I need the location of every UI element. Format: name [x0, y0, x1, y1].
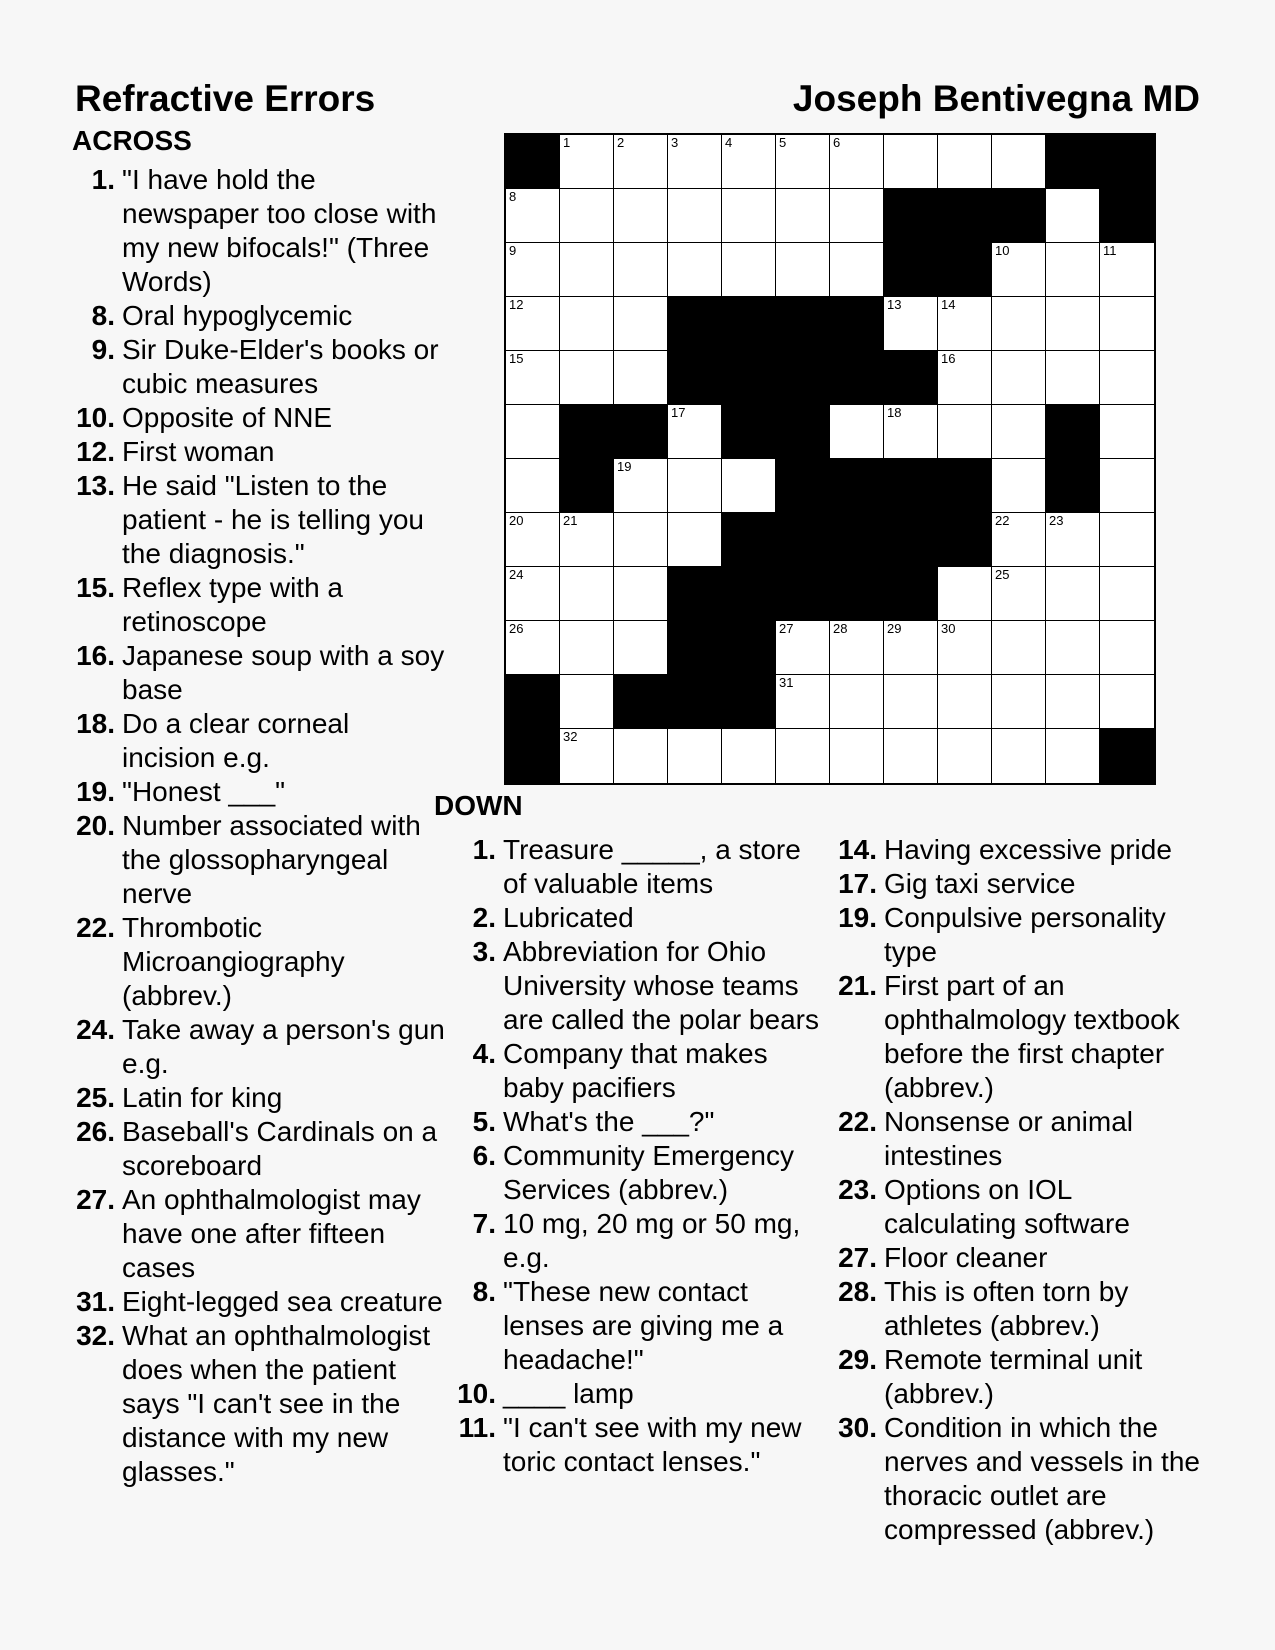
grid-cell[interactable] [506, 621, 560, 675]
grid-cell[interactable] [560, 297, 614, 351]
cell-number: 10 [995, 243, 1010, 258]
clue-text: What's the ___?" [503, 1106, 715, 1137]
grid-block [884, 459, 938, 513]
grid-block [938, 189, 992, 243]
grid-cell[interactable] [506, 243, 560, 297]
clue-number: 9. [91, 334, 115, 365]
grid-block [1100, 135, 1154, 189]
clue-number: 27. [76, 1184, 115, 1215]
grid-block [1046, 459, 1100, 513]
down-clue [456, 1037, 826, 1105]
clue-number: 1. [91, 164, 115, 195]
cell-number: 7 [1049, 135, 1057, 150]
grid-cell[interactable] [1100, 675, 1154, 729]
across-clue [75, 1115, 445, 1183]
across-clue [75, 1285, 445, 1319]
grid-cell[interactable] [830, 243, 884, 297]
grid-block [506, 135, 560, 189]
clue-text: Eight-legged sea creature [122, 1286, 443, 1317]
across-clue [75, 299, 445, 333]
clue-number: 29. [838, 1344, 877, 1375]
across-clue [75, 469, 445, 571]
across-clue [75, 1319, 445, 1489]
across-heading: ACROSS [72, 125, 192, 156]
down-clue [456, 1377, 826, 1411]
grid-block [884, 567, 938, 621]
grid-cell[interactable] [938, 729, 992, 783]
grid-block [992, 189, 1046, 243]
grid-block [614, 675, 668, 729]
grid-cell[interactable] [668, 405, 722, 459]
grid-cell[interactable] [830, 675, 884, 729]
grid-cell[interactable] [938, 675, 992, 729]
clue-number: 22. [76, 912, 115, 943]
down-clue [837, 1343, 1207, 1411]
clue-text: Number associated with the glossopharyngeal nerve [122, 810, 421, 909]
clue-text: Take away a person's gun e.g. [122, 1014, 445, 1079]
clue-number: 16. [76, 640, 115, 671]
grid-cell[interactable] [992, 675, 1046, 729]
grid-block [776, 459, 830, 513]
across-clue [75, 571, 445, 639]
cell-number: 20 [509, 513, 524, 528]
grid-cell[interactable] [506, 513, 560, 567]
clue-number: 14. [838, 834, 877, 865]
clue-text: First part of an ophthalmology textbook before the first chapter (abbrev.) [884, 970, 1180, 1103]
cell-number: 16 [941, 351, 956, 366]
grid-block [830, 459, 884, 513]
grid-cell[interactable] [1100, 243, 1154, 297]
grid-block [776, 297, 830, 351]
cell-number: 12 [509, 297, 524, 312]
clue-text: An ophthalmologist may have one after fifteen cases [122, 1184, 421, 1283]
across-clue [75, 639, 445, 707]
grid-cell[interactable] [1100, 621, 1154, 675]
across-clue [75, 775, 445, 809]
clue-text: Abbreviation for Ohio University whose teams are called the polar bears [503, 936, 819, 1035]
cell-number: 11 [1103, 243, 1117, 258]
grid-block [722, 351, 776, 405]
grid-cell[interactable] [506, 405, 560, 459]
grid-block [668, 297, 722, 351]
grid-cell[interactable] [1046, 567, 1100, 621]
grid-cell[interactable] [668, 135, 722, 189]
grid-cell[interactable] [560, 189, 614, 243]
down-clue [837, 1411, 1207, 1547]
grid-cell[interactable] [614, 621, 668, 675]
clue-number: 25. [76, 1082, 115, 1113]
grid-block [884, 189, 938, 243]
grid-cell[interactable] [668, 189, 722, 243]
down-clue [456, 901, 826, 935]
cell-number: 4 [725, 135, 733, 150]
clue-text: Lubricated [503, 902, 634, 933]
grid-block [560, 405, 614, 459]
down-clue [837, 1105, 1207, 1173]
clue-text: Do a clear corneal incision e.g. [122, 708, 350, 773]
grid-cell[interactable] [560, 567, 614, 621]
clue-text: Opposite of NNE [122, 402, 333, 433]
grid-block [776, 405, 830, 459]
grid-block [776, 513, 830, 567]
grid-block [506, 675, 560, 729]
clue-number: 12. [76, 436, 115, 467]
clue-number: 26. [76, 1116, 115, 1147]
cell-number: 19 [617, 459, 632, 474]
clue-text: Remote terminal unit (abbrev.) [884, 1344, 1143, 1409]
grid-cell[interactable] [614, 243, 668, 297]
grid-block [884, 513, 938, 567]
grid-cell[interactable] [992, 459, 1046, 513]
clue-text: "These new contact lenses are giving me a headache!" [503, 1276, 784, 1375]
grid-cell[interactable] [992, 567, 1046, 621]
across-clue-list [75, 163, 445, 1489]
clue-number: 28. [838, 1276, 877, 1307]
clue-number: 22. [838, 1106, 877, 1137]
grid-block [1100, 729, 1154, 783]
clue-number: 8. [91, 300, 115, 331]
grid-block [668, 675, 722, 729]
down-clue-list-1 [456, 833, 826, 1479]
grid-block [668, 567, 722, 621]
grid-cell[interactable] [506, 297, 560, 351]
clue-text: Condition in which the nerves and vessels in the thoracic outlet are compressed (abbrev.) [884, 1412, 1200, 1545]
cell-number: 1 [563, 135, 571, 150]
clue-number: 13. [76, 470, 115, 501]
grid-cell[interactable] [992, 729, 1046, 783]
grid-cell[interactable] [614, 135, 668, 189]
clue-number: 18. [76, 708, 115, 739]
grid-cell[interactable] [938, 621, 992, 675]
grid-cell[interactable] [884, 621, 938, 675]
clue-number: 8. [472, 1276, 496, 1307]
down-clue [456, 935, 826, 1037]
clue-number: 17. [838, 868, 877, 899]
across-clue [75, 333, 445, 401]
grid-cell[interactable] [614, 513, 668, 567]
clue-text: Company that makes baby pacifiers [503, 1038, 768, 1103]
grid-block [668, 351, 722, 405]
grid-cell[interactable] [560, 729, 614, 783]
grid-block [722, 405, 776, 459]
grid-cell[interactable] [992, 513, 1046, 567]
grid-cell[interactable] [938, 567, 992, 621]
cell-number: 32 [563, 729, 578, 744]
grid-cell[interactable] [614, 297, 668, 351]
grid-cell[interactable] [992, 351, 1046, 405]
grid-cell[interactable] [938, 135, 992, 189]
cell-number: 23 [1049, 513, 1064, 528]
across-clue [75, 435, 445, 469]
grid-cell[interactable] [1046, 351, 1100, 405]
clue-number: 32. [76, 1320, 115, 1351]
down-clue [456, 1275, 826, 1377]
grid-cell[interactable] [830, 729, 884, 783]
cell-number: 14 [941, 297, 956, 312]
clue-number: 10. [457, 1378, 496, 1409]
down-clue [837, 1241, 1207, 1275]
grid-cell[interactable] [614, 459, 668, 513]
across-clue [75, 1013, 445, 1081]
cell-number: 30 [941, 621, 956, 636]
grid-block [1046, 135, 1100, 189]
clue-text: Latin for king [122, 1082, 283, 1113]
grid-cell[interactable] [1100, 459, 1154, 513]
grid-block [776, 351, 830, 405]
clue-text: Having excessive pride [884, 834, 1172, 865]
grid-cell[interactable] [1046, 675, 1100, 729]
grid-cell[interactable] [830, 405, 884, 459]
cell-number: 31 [779, 675, 794, 690]
grid-cell[interactable] [776, 243, 830, 297]
grid-cell[interactable] [992, 135, 1046, 189]
clue-text: Conpulsive personality type [884, 902, 1166, 967]
grid-cell[interactable] [560, 351, 614, 405]
grid-cell[interactable] [668, 513, 722, 567]
down-clue [837, 867, 1207, 901]
cell-number: 6 [833, 135, 841, 150]
clue-number: 6. [472, 1140, 496, 1171]
grid-cell[interactable] [884, 729, 938, 783]
grid-cell[interactable] [776, 189, 830, 243]
grid-block [830, 351, 884, 405]
grid-cell[interactable] [668, 459, 722, 513]
down-clue [837, 833, 1207, 867]
grid-cell[interactable] [776, 675, 830, 729]
grid-cell[interactable] [722, 243, 776, 297]
cell-number: 25 [995, 567, 1010, 582]
grid-cell[interactable] [992, 243, 1046, 297]
clue-text: Gig taxi service [884, 868, 1076, 899]
cell-number: 22 [995, 513, 1010, 528]
cell-number: 27 [779, 621, 794, 636]
down-clue [837, 969, 1207, 1105]
grid-block [776, 567, 830, 621]
clue-text: What an ophthalmologist does when the patient says "I can't see in the distance with my new glasses." [122, 1320, 431, 1487]
clue-number: 2. [472, 902, 496, 933]
clue-text: "Honest ___" [122, 776, 286, 807]
clue-text: Sir Duke-Elder's books or cubic measures [122, 334, 439, 399]
clue-number: 7. [472, 1208, 496, 1239]
clue-text: Options on IOL calculating software [884, 1174, 1130, 1239]
grid-cell[interactable] [506, 567, 560, 621]
puzzle-title: Refractive Errors [75, 78, 376, 119]
grid-cell[interactable] [668, 243, 722, 297]
clue-number: 24. [76, 1014, 115, 1045]
grid-cell[interactable] [1046, 189, 1100, 243]
cell-number: 17 [671, 405, 686, 420]
down-clue [837, 901, 1207, 969]
grid-block [938, 243, 992, 297]
grid-block [722, 621, 776, 675]
clue-number: 19. [838, 902, 877, 933]
grid-cell[interactable] [506, 459, 560, 513]
grid-block [938, 513, 992, 567]
grid-block [722, 567, 776, 621]
grid-cell[interactable] [884, 675, 938, 729]
clue-text: Oral hypoglycemic [122, 300, 353, 331]
clue-number: 31. [76, 1286, 115, 1317]
grid-cell[interactable] [992, 405, 1046, 459]
grid-cell[interactable] [722, 459, 776, 513]
clue-text: This is often torn by athletes (abbrev.) [884, 1276, 1129, 1341]
clue-text: Baseball's Cardinals on a scoreboard [122, 1116, 438, 1181]
grid-block [884, 243, 938, 297]
clue-number: 15. [76, 572, 115, 603]
clue-number: 1. [472, 834, 496, 865]
grid-cell[interactable] [1046, 729, 1100, 783]
grid-cell[interactable] [938, 351, 992, 405]
cell-number: 28 [833, 621, 848, 636]
across-clue [75, 1183, 445, 1285]
clue-text: "I can't see with my new toric contact lenses." [503, 1412, 802, 1477]
grid-block [668, 621, 722, 675]
across-clue [75, 809, 445, 911]
grid-cell[interactable] [506, 351, 560, 405]
grid-cell[interactable] [830, 621, 884, 675]
grid-cell[interactable] [830, 135, 884, 189]
grid-cell[interactable] [614, 567, 668, 621]
clue-text: Thrombotic Microangiography (abbrev.) [122, 912, 345, 1011]
clue-number: 19. [76, 776, 115, 807]
cell-number: 13 [887, 297, 902, 312]
grid-cell[interactable] [938, 297, 992, 351]
grid-cell[interactable] [560, 675, 614, 729]
grid-cell[interactable] [722, 729, 776, 783]
cell-number: 29 [887, 621, 902, 636]
cell-number: 24 [509, 567, 524, 582]
cell-number: 2 [617, 135, 625, 150]
clue-number: 23. [838, 1174, 877, 1205]
clue-text: Reflex type with a retinoscope [122, 572, 343, 637]
grid-block [722, 297, 776, 351]
grid-cell[interactable] [506, 189, 560, 243]
clue-text: "I have hold the newspaper too close with my new bifocals!" (Three Words) [122, 164, 437, 297]
cell-number: 5 [779, 135, 787, 150]
grid-cell[interactable] [884, 135, 938, 189]
clue-text: Floor cleaner [884, 1242, 1048, 1273]
grid-block [938, 459, 992, 513]
grid-block [830, 513, 884, 567]
clue-text: Community Emergency Services (abbrev.) [503, 1140, 794, 1205]
grid-cell[interactable] [668, 729, 722, 783]
grid-block [722, 513, 776, 567]
grid-cell[interactable] [1100, 513, 1154, 567]
grid-cell[interactable] [614, 189, 668, 243]
clue-text: Treasure _____, a store of valuable items [503, 834, 801, 899]
cell-number: 9 [509, 243, 517, 258]
down-heading: DOWN [434, 790, 523, 821]
grid-cell[interactable] [614, 729, 668, 783]
grid-block [884, 351, 938, 405]
down-clue [837, 1173, 1207, 1241]
clue-text: Japanese soup with a soy base [122, 640, 445, 705]
grid-cell[interactable] [614, 351, 668, 405]
down-clue [456, 1411, 826, 1479]
down-clue [456, 1139, 826, 1207]
grid-block [1046, 405, 1100, 459]
across-clue [75, 163, 445, 299]
grid-block [830, 297, 884, 351]
clue-number: 10. [76, 402, 115, 433]
grid-cell[interactable] [1100, 405, 1154, 459]
grid-block [1100, 189, 1154, 243]
clue-number: 21. [838, 970, 877, 1001]
down-clue [456, 1105, 826, 1139]
grid-cell[interactable] [1100, 567, 1154, 621]
clue-text: Nonsense or animal intestines [884, 1106, 1134, 1171]
grid-block [614, 405, 668, 459]
grid-cell[interactable] [1046, 243, 1100, 297]
cell-number: 26 [509, 621, 524, 636]
clue-number: 27. [838, 1242, 877, 1273]
grid-block [830, 567, 884, 621]
down-clue [456, 833, 826, 901]
grid-cell[interactable] [560, 243, 614, 297]
across-clue [75, 1081, 445, 1115]
grid-cell[interactable] [1046, 513, 1100, 567]
grid-cell[interactable] [992, 297, 1046, 351]
clue-text: ____ lamp [503, 1378, 634, 1409]
puzzle-author: Joseph Bentivegna MD [792, 78, 1200, 119]
grid-cell[interactable] [722, 189, 776, 243]
grid-cell[interactable] [830, 189, 884, 243]
grid-cell[interactable] [722, 135, 776, 189]
across-clue [75, 707, 445, 775]
grid-cell[interactable] [1046, 621, 1100, 675]
grid-block [560, 459, 614, 513]
clue-number: 5. [472, 1106, 496, 1137]
across-clue [75, 911, 445, 1013]
down-clue-list-2 [837, 833, 1207, 1547]
grid-cell[interactable] [1046, 297, 1100, 351]
grid-cell[interactable] [776, 729, 830, 783]
grid-cell[interactable] [992, 621, 1046, 675]
cell-number: 3 [671, 135, 679, 150]
crossword-grid [504, 133, 1156, 785]
clue-number: 11. [458, 1412, 496, 1443]
grid-cell[interactable] [776, 135, 830, 189]
cell-number: 18 [887, 405, 902, 420]
clue-number: 20. [76, 810, 115, 841]
down-clue [456, 1207, 826, 1275]
grid-cell[interactable] [776, 621, 830, 675]
cell-number: 8 [509, 189, 517, 204]
grid-block [722, 675, 776, 729]
grid-cell[interactable] [1100, 297, 1154, 351]
cell-number: 21 [563, 513, 578, 528]
grid-cell[interactable] [560, 621, 614, 675]
clue-number: 3. [472, 936, 496, 967]
grid-cell[interactable] [884, 405, 938, 459]
cell-number: 15 [509, 351, 524, 366]
clue-number: 30. [838, 1412, 877, 1443]
grid-cell[interactable] [560, 135, 614, 189]
clue-text: He said "Listen to the patient - he is telling you the diagnosis." [122, 470, 424, 569]
across-clue [75, 401, 445, 435]
grid-cell[interactable] [1100, 351, 1154, 405]
down-clue [837, 1275, 1207, 1343]
grid-cell[interactable] [938, 405, 992, 459]
grid-cell[interactable] [560, 513, 614, 567]
clue-number: 4. [472, 1038, 496, 1069]
clue-text: 10 mg, 20 mg or 50 mg, e.g. [503, 1208, 801, 1273]
grid-cell[interactable] [884, 297, 938, 351]
grid-block [506, 729, 560, 783]
clue-text: First woman [122, 436, 275, 467]
